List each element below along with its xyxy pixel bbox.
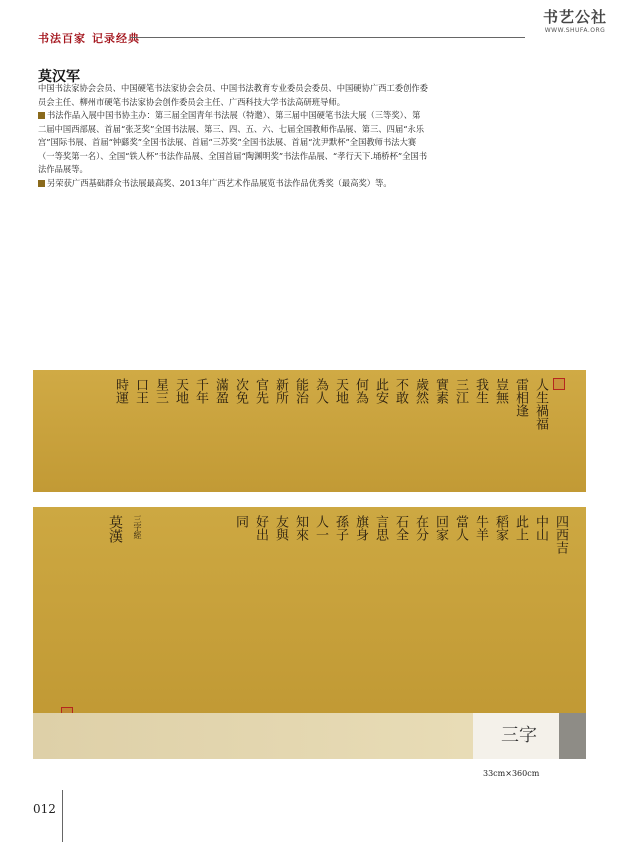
calligraphy-column: 次免 bbox=[233, 378, 248, 404]
calligraphy-column: 牛羊 bbox=[473, 515, 488, 541]
exhibitions-paragraph bbox=[38, 109, 428, 177]
calligraphy-column: 旗身 bbox=[353, 515, 368, 541]
scroll-title-calligraphy: 三字 bbox=[501, 725, 537, 746]
calligraphy-column: 千年 bbox=[193, 378, 208, 404]
scroll-body bbox=[33, 713, 473, 759]
header-rule bbox=[130, 37, 525, 38]
full-scroll-thumbnail bbox=[33, 713, 586, 759]
calligraphy-column: 新所 bbox=[273, 378, 288, 404]
calligraphy-column: 人一 bbox=[313, 515, 328, 541]
awards-text: 另荣获广西基础群众书法展最高奖、2013年广西艺术作品展览书法作品优秀奖（最高奖）等。 bbox=[47, 177, 392, 188]
calligraphy-column: 天地 bbox=[333, 378, 348, 404]
site-logo bbox=[540, 6, 610, 48]
calligraphy-column: 何為 bbox=[353, 378, 368, 404]
calligraphy-column: 稻家 bbox=[493, 515, 508, 541]
page-header bbox=[0, 26, 620, 46]
calligraphy-column: 孫子 bbox=[333, 515, 348, 541]
bullet-icon bbox=[38, 180, 45, 187]
subsection-label: 记录经典 bbox=[92, 32, 140, 45]
calligraphy-column: 能治 bbox=[293, 378, 308, 404]
calligraphy-column: 好出 bbox=[253, 515, 268, 541]
calligraphy-column: 豈無 bbox=[493, 378, 508, 404]
logo-text: 书艺公社 bbox=[542, 8, 607, 26]
calligraphy-column: 雷相逢 bbox=[513, 378, 528, 417]
calligraphy-column: 四西吉 bbox=[553, 515, 568, 554]
calligraphy-column: 為人 bbox=[313, 378, 328, 404]
calligraphy-signature: 莫漢 bbox=[107, 515, 123, 543]
page-rule bbox=[62, 790, 63, 842]
calligraphy-column: 當人 bbox=[453, 515, 468, 541]
calligraphy-scroll-part-1 bbox=[33, 370, 586, 492]
calligraphy-column: 石全 bbox=[393, 515, 408, 541]
calligraphy-column: 此安 bbox=[373, 378, 388, 404]
calligraphy-column: 不敢 bbox=[393, 378, 408, 404]
seal-stamp bbox=[553, 378, 565, 390]
bio-paragraph: 中国书法家协会会员、中国硬笔书法家协会会员、中国书法教育专业委员会委员、中国硬协广西工委创作委员会主任、柳州市硬笔书法家协会创作委员会主任、广西科技大学书法高研班导师。 bbox=[38, 83, 428, 107]
calligraphy-column: 滿盈 bbox=[213, 378, 228, 404]
bullet-icon bbox=[38, 112, 45, 119]
calligraphy-column: 人生禍福 bbox=[533, 378, 548, 430]
scroll-cap bbox=[559, 713, 586, 759]
calligraphy-column: 三江 bbox=[453, 378, 468, 404]
calligraphy-column: 歲然 bbox=[413, 378, 428, 404]
calligraphy-column: 天地 bbox=[173, 378, 188, 404]
calligraphy-inscription: 三字經 bbox=[133, 515, 142, 539]
exhibitions-text: 书法作品入展中国书协主办：第三届全国青年书法展（特邀）、第三届中国硬笔书法大展（三等奖）、第二届中国西部展、首届“张芝奖”全国书法展、第三、四、五、六、七届全国教师作品展、第三、四届“永乐宫”国际书展、首届“钟繇奖”全国书法展、首届“三苏奖”全国书法展、首届“沈尹默杯”全国教师书法大赛（一等奖第一名）、全国“铁人杯”书法作品展、全国首届“陶渊明奖”书法作品展、“孝行天下.埇桥杯”全国书法作品展等。 bbox=[38, 110, 428, 174]
calligraphy-column: 官先 bbox=[253, 378, 268, 404]
artwork-dimensions: 33cm×360cm bbox=[483, 769, 540, 778]
calligraphy-column: 在分 bbox=[413, 515, 428, 541]
calligraphy-column: 口王 bbox=[133, 378, 148, 404]
calligraphy-column: 中山 bbox=[533, 515, 548, 541]
calligraphy-column: 同 bbox=[233, 515, 248, 528]
page-number: 012 bbox=[33, 802, 56, 816]
calligraphy-column: 回家 bbox=[433, 515, 448, 541]
scroll-title-panel bbox=[473, 713, 559, 759]
calligraphy-column: 知來 bbox=[293, 515, 308, 541]
calligraphy-column: 我生 bbox=[473, 378, 488, 404]
artist-bio bbox=[38, 82, 428, 190]
calligraphy-column: 星三 bbox=[153, 378, 168, 404]
awards-paragraph bbox=[38, 177, 428, 191]
calligraphy-column: 時運 bbox=[113, 378, 128, 404]
calligraphy-column: 友與 bbox=[273, 515, 288, 541]
calligraphy-column: 言思 bbox=[373, 515, 388, 541]
artist-name: 莫汉军 bbox=[38, 69, 80, 85]
calligraphy-column: 實素 bbox=[433, 378, 448, 404]
logo-url: WWW.SHUFA.ORG bbox=[544, 27, 606, 34]
calligraphy-column: 此上 bbox=[513, 515, 528, 541]
section-label: 书法百家 bbox=[38, 32, 86, 45]
